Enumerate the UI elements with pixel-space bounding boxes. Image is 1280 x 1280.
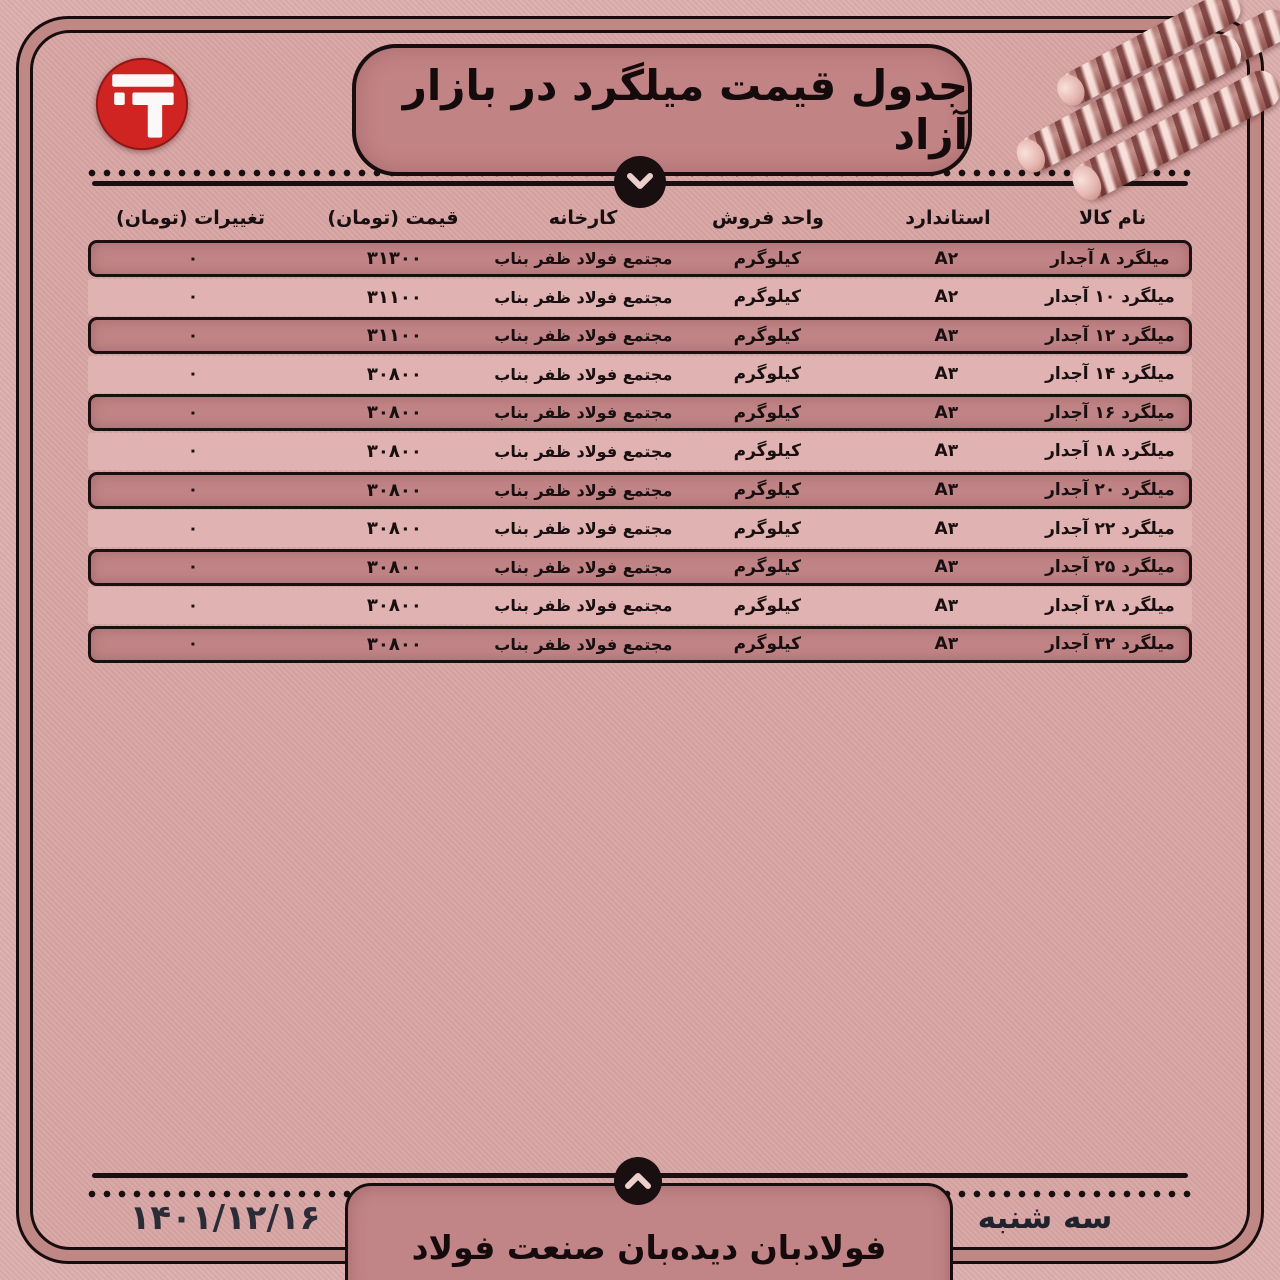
- cell-unit: کیلوگرم: [733, 248, 801, 269]
- table-row: [88, 510, 1192, 547]
- cell-price: ۳۰۸۰۰: [366, 633, 422, 655]
- cell-price: ۳۰۸۰۰: [366, 479, 422, 501]
- chevron-down-badge: [614, 156, 666, 208]
- column-header-factory: کارخانه: [548, 207, 618, 229]
- cell-standard: A۳: [934, 402, 959, 423]
- table-row: [88, 472, 1192, 509]
- cell-unit: کیلوگرم: [733, 557, 801, 578]
- chevron-up-icon: [618, 1167, 658, 1195]
- column-header-price: قیمت (تومان): [327, 207, 459, 229]
- cell-price: ۳۰۸۰۰: [366, 363, 422, 385]
- cell-factory: مجتمع فولاد ظفر بناب: [494, 249, 673, 268]
- cell-standard: A۳: [934, 595, 959, 616]
- cell-price: ۳۱۱۰۰: [366, 286, 422, 308]
- cell-price: ۳۱۳۰۰: [366, 248, 422, 269]
- title-box: [352, 44, 972, 176]
- cell-name: میلگرد ۱۶ آجدار: [1045, 402, 1175, 423]
- cell-change: ۰: [187, 518, 199, 539]
- cell-price: ۳۱۱۰۰: [366, 325, 422, 347]
- table-row: [88, 394, 1192, 431]
- cell-name: میلگرد ۲۵ آجدار: [1045, 557, 1175, 578]
- cell-name: میلگرد ۱۴ آجدار: [1045, 364, 1175, 385]
- cell-factory: مجتمع فولاد ظفر بناب: [494, 364, 673, 384]
- cell-factory: مجتمع فولاد ظفر بناب: [494, 326, 673, 346]
- table-row: [88, 587, 1192, 624]
- cell-price: ۳۰۸۰۰: [366, 440, 422, 462]
- cell-change: ۰: [187, 287, 199, 308]
- cell-change: ۰: [187, 325, 199, 346]
- cell-name: میلگرد ۳۲ آجدار: [1045, 634, 1175, 655]
- cell-factory: مجتمع فولاد ظفر بناب: [494, 441, 673, 461]
- cell-standard: A۳: [934, 634, 959, 655]
- cell-factory: مجتمع فولاد ظفر بناب: [494, 634, 673, 654]
- table-row: [88, 433, 1192, 470]
- cell-name: میلگرد ۱۰ آجدار: [1045, 287, 1175, 308]
- cell-standard: A۳: [934, 518, 959, 539]
- cell-unit: کیلوگرم: [733, 287, 801, 308]
- rebar-image: [1020, 0, 1280, 190]
- cell-unit: کیلوگرم: [733, 364, 801, 385]
- footer-brand-text: فولادبان دیده‌بان صنعت فولاد: [411, 1228, 887, 1267]
- cell-change: ۰: [187, 595, 199, 616]
- cell-unit: کیلوگرم: [733, 325, 801, 346]
- cell-change: ۰: [187, 480, 199, 501]
- cell-name: میلگرد ۲۲ آجدار: [1045, 518, 1175, 539]
- cell-factory: مجتمع فولاد ظفر بناب: [494, 519, 673, 539]
- footer-date: ۱۴۰۱/۱۲/۱۶: [129, 1198, 321, 1238]
- table-row: [88, 240, 1192, 277]
- cell-change: ۰: [187, 364, 199, 385]
- logo-icon: [94, 56, 190, 152]
- page-title: جدول قیمت میلگرد در بازار آزاد: [402, 61, 968, 159]
- cell-factory: مجتمع فولاد ظفر بناب: [494, 287, 673, 307]
- cell-change: ۰: [187, 557, 199, 578]
- chevron-up-badge: [614, 1157, 662, 1205]
- cell-factory: مجتمع فولاد ظفر بناب: [494, 596, 673, 616]
- cell-change: ۰: [187, 402, 199, 423]
- column-header-unit: واحد فروش: [712, 207, 824, 229]
- cell-change: ۰: [187, 248, 199, 269]
- cell-change: ۰: [187, 441, 199, 462]
- cell-unit: کیلوگرم: [733, 480, 801, 501]
- table-row: [88, 317, 1192, 354]
- cell-standard: A۳: [934, 557, 959, 578]
- chevron-down-icon: [620, 168, 660, 196]
- cell-factory: مجتمع فولاد ظفر بناب: [494, 557, 673, 577]
- table-row: [88, 626, 1192, 663]
- cell-price: ۳۰۸۰۰: [366, 556, 422, 578]
- column-header-change: تغییرات (تومان): [116, 207, 265, 229]
- cell-standard: A۲: [934, 287, 959, 308]
- cell-unit: کیلوگرم: [733, 518, 801, 539]
- cell-standard: A۳: [934, 441, 959, 462]
- cell-price: ۳۰۸۰۰: [366, 595, 422, 617]
- table-row: [88, 549, 1192, 586]
- cell-unit: کیلوگرم: [733, 595, 801, 616]
- table-header-row: [88, 202, 1192, 234]
- column-header-name: نام کالا: [1078, 207, 1147, 229]
- cell-name: میلگرد ۱۸ آجدار: [1045, 441, 1175, 462]
- cell-change: ۰: [187, 634, 199, 655]
- cell-price: ۳۰۸۰۰: [366, 518, 422, 540]
- cell-factory: مجتمع فولاد ظفر بناب: [494, 480, 673, 500]
- cell-standard: A۳: [934, 325, 959, 346]
- column-header-standard: استاندارد: [905, 207, 991, 229]
- cell-name: میلگرد ۲۸ آجدار: [1045, 595, 1175, 616]
- cell-name: میلگرد ۲۰ آجدار: [1045, 480, 1175, 501]
- cell-standard: A۳: [934, 480, 959, 501]
- table-row: [88, 356, 1192, 393]
- cell-name: میلگرد ۱۲ آجدار: [1045, 325, 1175, 346]
- cell-unit: کیلوگرم: [733, 634, 801, 655]
- table-row: [88, 279, 1192, 316]
- footer-weekday: سه شنبه: [977, 1200, 1113, 1236]
- cell-standard: A۳: [934, 364, 959, 385]
- table-body: [88, 240, 1192, 665]
- cell-price: ۳۰۸۰۰: [366, 402, 422, 424]
- cell-name: میلگرد ۸ آجدار: [1050, 248, 1170, 269]
- cell-factory: مجتمع فولاد ظفر بناب: [494, 403, 673, 423]
- cell-unit: کیلوگرم: [733, 441, 801, 462]
- cell-unit: کیلوگرم: [733, 402, 801, 423]
- cell-standard: A۲: [934, 248, 959, 269]
- fooladban-logo: [94, 56, 190, 152]
